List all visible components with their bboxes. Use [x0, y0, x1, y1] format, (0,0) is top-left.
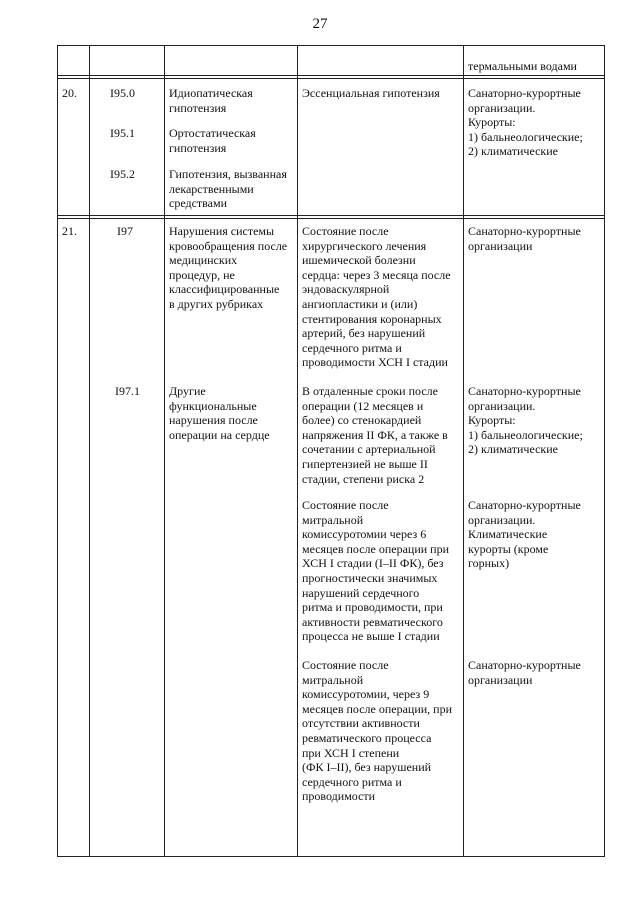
text-line: Нарушения системы [169, 224, 275, 238]
text-line: Санаторно-курортные [468, 658, 581, 672]
resort-cell [468, 59, 577, 74]
text-line: Идиопатическая [169, 86, 253, 100]
text-line: организации. [468, 512, 536, 527]
text-line: артерий, без нарушений [302, 326, 426, 341]
text-line: Состояние после [302, 498, 389, 512]
text-line: ревматического процесса [302, 730, 432, 745]
text-line: Состояние после [302, 658, 389, 672]
text-line: организации. [468, 398, 536, 413]
text-line: функциональные [169, 398, 257, 413]
text-line: Ортостатическая [169, 126, 256, 140]
table-border-left [57, 45, 58, 857]
text-line: Гипотензия, вызванная [169, 167, 287, 181]
text-line: горных) [468, 556, 510, 571]
table-border-top [57, 45, 604, 46]
text-line: Эссенциальная гипотензия [302, 86, 440, 100]
text-line: при ХСН I степени [302, 745, 400, 760]
text-line: гипертензией не выше II [302, 456, 428, 471]
text-line: месяцев после операции при [302, 541, 450, 556]
resort-cell [468, 498, 581, 571]
text-line: месяцев после операции, при [302, 701, 453, 716]
resort-cell [468, 86, 583, 159]
condition-cell [302, 224, 451, 370]
text-line: Курорты: [468, 115, 516, 130]
text-line: медицинских [169, 253, 238, 268]
text-line: гипотензия [169, 140, 227, 155]
condition-cell [302, 86, 440, 101]
text-line: напряжения II ФК, а также в [302, 427, 448, 442]
text-line: операции (12 месяцев и [302, 398, 424, 413]
icd-code: I95.1 [110, 126, 135, 140]
icd-code: I95.0 [110, 86, 135, 100]
resort-cell [468, 658, 581, 687]
table-column-divider [297, 45, 298, 857]
table-row-divider [57, 75, 604, 76]
row-number: 20. [62, 86, 77, 100]
table-column-divider [463, 45, 464, 857]
icd-code: I95.2 [110, 167, 135, 181]
text-line: лекарственными [169, 181, 254, 196]
table-column-divider [164, 45, 165, 857]
text-line: проводимости ХСН I стадии [302, 355, 448, 370]
text-line: Санаторно-курортные [468, 384, 581, 398]
text-line: стентирования коронарных [302, 311, 442, 326]
text-line: 1) бальнеологические; [468, 129, 583, 144]
text-line: 1) бальнеологические; [468, 427, 583, 442]
text-line: Санаторно-курортные [468, 498, 581, 512]
text-line: 2) климатические [468, 144, 558, 159]
text-line: 2) климатические [468, 442, 558, 457]
condition-cell [302, 498, 449, 644]
text-line: сочетании с артериальной [302, 442, 436, 457]
text-line: комиссуротомии через 6 [302, 527, 427, 542]
table-row-divider [57, 218, 604, 219]
icd-code: I97.1 [115, 384, 140, 398]
text-line: средствами [169, 196, 228, 211]
text-line: организации [468, 672, 533, 687]
text-line: ишемической болезни [302, 253, 416, 268]
text-line: сердечного ритма и [302, 340, 402, 355]
text-line: Санаторно-курортные [468, 86, 581, 100]
text-line: хирургического лечения [302, 238, 427, 253]
disease-cell [169, 126, 256, 155]
page-number: 27 [312, 16, 328, 32]
text-line: проводимости [302, 789, 376, 804]
text-line: организации. [468, 100, 536, 115]
text-line: сердечного ритма и [302, 774, 402, 789]
resort-cell [468, 224, 581, 253]
text-line: ангиопластики и (или) [302, 296, 418, 311]
table-row-divider [57, 215, 604, 216]
text-line: прогностически значимых [302, 570, 438, 585]
icd-code: I97 [117, 224, 133, 238]
row-number: 21. [62, 224, 77, 238]
text-line: комиссуротомии, через 9 [302, 687, 430, 702]
text-line: Санаторно-курортные [468, 224, 581, 238]
text-line: организации [468, 238, 533, 253]
disease-cell [169, 384, 270, 442]
text-line: митральной [302, 512, 364, 527]
text-line: В отдаленные сроки после [302, 384, 438, 398]
text-line: в других рубриках [169, 296, 264, 311]
text-line: нарушения после [169, 413, 258, 428]
condition-cell [302, 658, 452, 804]
text-line: (ФК I–II), без нарушений [302, 760, 432, 775]
table-column-divider [89, 45, 90, 857]
disease-cell [169, 86, 253, 115]
condition-cell [302, 384, 448, 486]
disease-cell [169, 167, 287, 211]
text-line: стадии, степени риска 2 [302, 471, 425, 486]
table-border-right [604, 45, 605, 857]
text-line: сердца: через 3 месяца после [302, 267, 451, 282]
text-line: Курорты: [468, 413, 516, 428]
text-line: процедур, не [169, 267, 235, 282]
text-line: более) со стенокардией [302, 413, 422, 428]
disease-cell [169, 224, 287, 312]
text-line: митральной [302, 672, 364, 687]
text-line: классифицированные [169, 282, 280, 297]
text-line: процесса не выше I стадии [302, 629, 440, 644]
text-line: отсутствии активности [302, 716, 420, 731]
table-border-bottom [57, 856, 604, 857]
text-line: ХСН I стадии (I–II ФК), без [302, 556, 444, 571]
text-line: Другие [169, 384, 206, 398]
table-row-divider [57, 78, 604, 79]
text-line: ритма и проводимости, при [302, 600, 443, 615]
text-line: Состояние после [302, 224, 389, 238]
text-line: эндоваскулярной [302, 282, 390, 297]
text-line: нарушений сердечного [302, 585, 420, 600]
text-line: кровообращения после [169, 238, 288, 253]
text-line: гипотензия [169, 100, 227, 115]
text-line: операции на сердце [169, 427, 270, 442]
text-line: Климатические [468, 527, 548, 542]
text-line: активности ревматического [302, 614, 443, 629]
text-line: курорты (кроме [468, 541, 549, 556]
resort-cell [468, 384, 583, 457]
text-line: термальными водами [468, 59, 577, 73]
